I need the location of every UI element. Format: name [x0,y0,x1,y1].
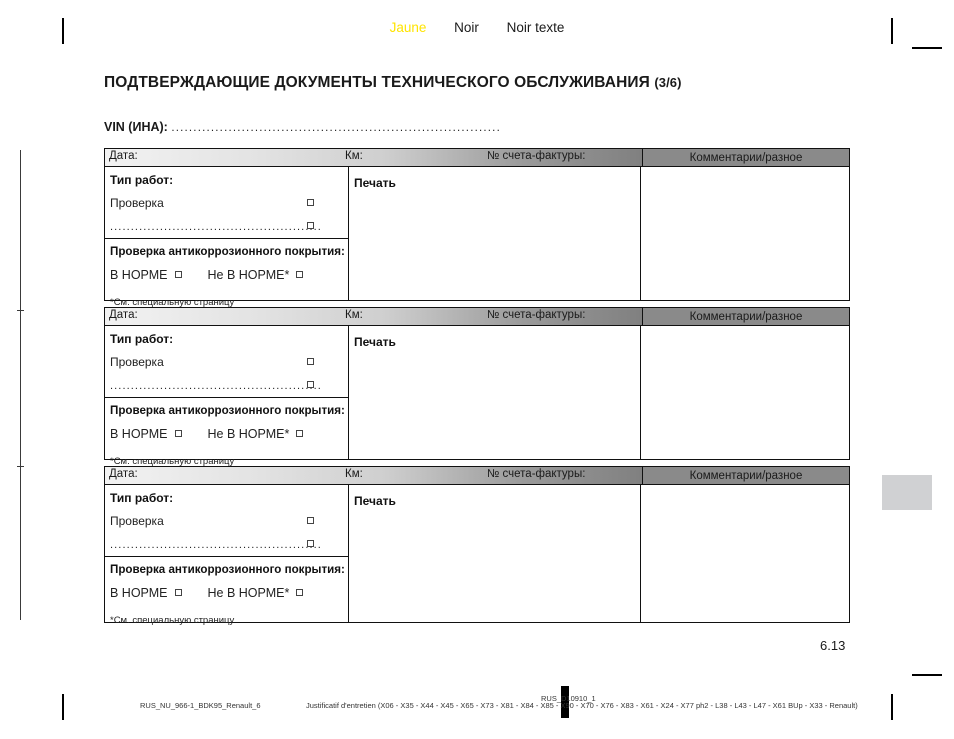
header-km: Км: [345,150,363,162]
stamp-column[interactable] [349,326,641,459]
vin-label: VIN (ИНА): [104,120,168,134]
work-type-label: Тип работ: [110,173,174,187]
anticorrosion-label: Проверка антикоррозионного покрытия: [110,245,345,258]
table-header-comments [643,308,849,325]
not-norm-label: Не В НОРМЕ* [207,427,290,441]
service-entry-1 [104,148,850,308]
option-blank-row [110,219,348,233]
checkbox-blank[interactable] [307,222,314,229]
header-km: Км: [345,468,363,480]
header-invoice: № счета-фактуры: [487,309,586,321]
header-invoice: № счета-фактуры: [487,150,586,162]
anticorrosion-label: Проверка антикоррозионного покрытия: [110,404,345,417]
option-check-row [110,355,348,369]
table-header-left [105,308,643,325]
work-type-block [105,326,348,398]
chapter-tab-marker [882,475,932,510]
checkbox-check[interactable] [307,358,314,365]
page-title-indicator: (3/6) [654,75,682,90]
stamp-column[interactable] [349,167,641,300]
norm-status-row [110,586,348,600]
checkbox-blank[interactable] [307,381,314,388]
checkbox-not-norm[interactable] [296,271,303,278]
table-body [105,326,849,467]
option-check-row [110,196,348,210]
checkbox-norm[interactable] [175,271,182,278]
service-entry-3 [104,466,850,626]
checkbox-norm[interactable] [175,430,182,437]
crop-mark-top-right-horizontal [912,47,942,49]
header-date: Дата: [109,468,138,480]
vin-field-row [104,120,501,134]
anticorrosion-block [105,557,348,626]
norm-label: В НОРМЕ [110,586,168,600]
crop-mark-bottom-left [62,694,64,720]
checkbox-not-norm[interactable] [296,430,303,437]
option-check-label: Проверка [110,355,164,369]
left-margin-tick [17,310,24,311]
work-column [105,485,349,626]
table-header-left [105,149,643,166]
page-title [104,74,682,92]
option-blank-line[interactable]: ................................................... [110,539,322,551]
footnote: *См. специальную страницу [110,297,235,308]
page-number: 6.13 [820,638,846,653]
stamp-label: Печать [354,335,396,349]
option-blank-row [110,537,348,551]
header-comments-label: Комментарии/разное [689,469,803,482]
comments-column[interactable] [641,485,849,622]
table-header-left [105,467,643,484]
option-check-label: Проверка [110,514,164,528]
legend-item-noir: Noir [454,20,479,35]
table-header-row [105,467,849,485]
norm-label: В НОРМЕ [110,268,168,282]
footer-reference-code: RUS_D10910_1 [541,694,596,703]
table-header-row [105,308,849,326]
footer-document-id: RUS_NU_966-1_BDK95_Renault_6 [140,701,261,710]
stamp-label: Печать [354,176,396,190]
comments-column[interactable] [641,167,849,300]
work-column [105,167,349,308]
header-invoice: № счета-фактуры: [487,468,586,480]
crop-mark-bottom-right-vertical [891,694,893,720]
work-column [105,326,349,467]
table-header-comments [643,149,849,166]
not-norm-label: Не В НОРМЕ* [207,268,290,282]
stamp-label: Печать [354,494,396,508]
header-comments-label: Комментарии/разное [689,310,803,323]
table-body [105,167,849,308]
norm-label: В НОРМЕ [110,427,168,441]
footer-document-title: Justificatif d'entretien (X06 - X35 - X44 - X45 - X65 - X73 - X81 - X84 - X85 - X90 - X70 - X76 - X83 - X61 - X24 - X77 ph2 - L38 - L43 - L47 - X61 BUp - X33 - Renault) [306,701,858,710]
option-check-label: Проверка [110,196,164,210]
option-blank-line[interactable]: ................................................... [110,380,322,392]
crop-mark-bottom-right-horizontal [912,674,942,676]
service-entry-2 [104,307,850,467]
anticorrosion-label: Проверка антикоррозионного покрытия: [110,563,345,576]
page-title-main: ПОДТВЕРЖДАЮЩИЕ ДОКУМЕНТЫ ТЕХНИЧЕСКОГО ОБСЛУЖИВАНИЯ [104,74,650,91]
table-header-row [105,149,849,167]
work-type-label: Тип работ: [110,491,174,505]
legend-item-jaune: Jaune [389,20,427,35]
left-margin-rule [20,150,21,620]
option-check-row [110,514,348,528]
vin-input-line[interactable]: ........................................................................... [171,122,501,134]
colour-legend [0,20,954,35]
anticorrosion-block [105,398,348,467]
comments-column[interactable] [641,326,849,459]
checkbox-check[interactable] [307,517,314,524]
stamp-column[interactable] [349,485,641,622]
option-blank-line[interactable]: ................................................... [110,221,322,233]
table-body [105,485,849,626]
work-type-block [105,485,348,557]
checkbox-check[interactable] [307,199,314,206]
option-blank-row [110,378,348,392]
header-km: Км: [345,309,363,321]
header-comments-label: Комментарии/разное [689,151,803,164]
work-type-label: Тип работ: [110,332,174,346]
table-header-comments [643,467,849,484]
checkbox-not-norm[interactable] [296,589,303,596]
norm-status-row [110,427,348,441]
left-margin-tick [17,466,24,467]
anticorrosion-block [105,239,348,308]
work-type-block [105,167,348,239]
header-date: Дата: [109,309,138,321]
norm-status-row [110,268,348,282]
footnote: *См. специальную страницу [110,456,235,467]
header-date: Дата: [109,150,138,162]
checkbox-blank[interactable] [307,540,314,547]
footnote: *См. специальную страницу [110,615,235,626]
checkbox-norm[interactable] [175,589,182,596]
not-norm-label: Не В НОРМЕ* [207,586,290,600]
legend-item-noir-texte: Noir texte [506,20,565,35]
